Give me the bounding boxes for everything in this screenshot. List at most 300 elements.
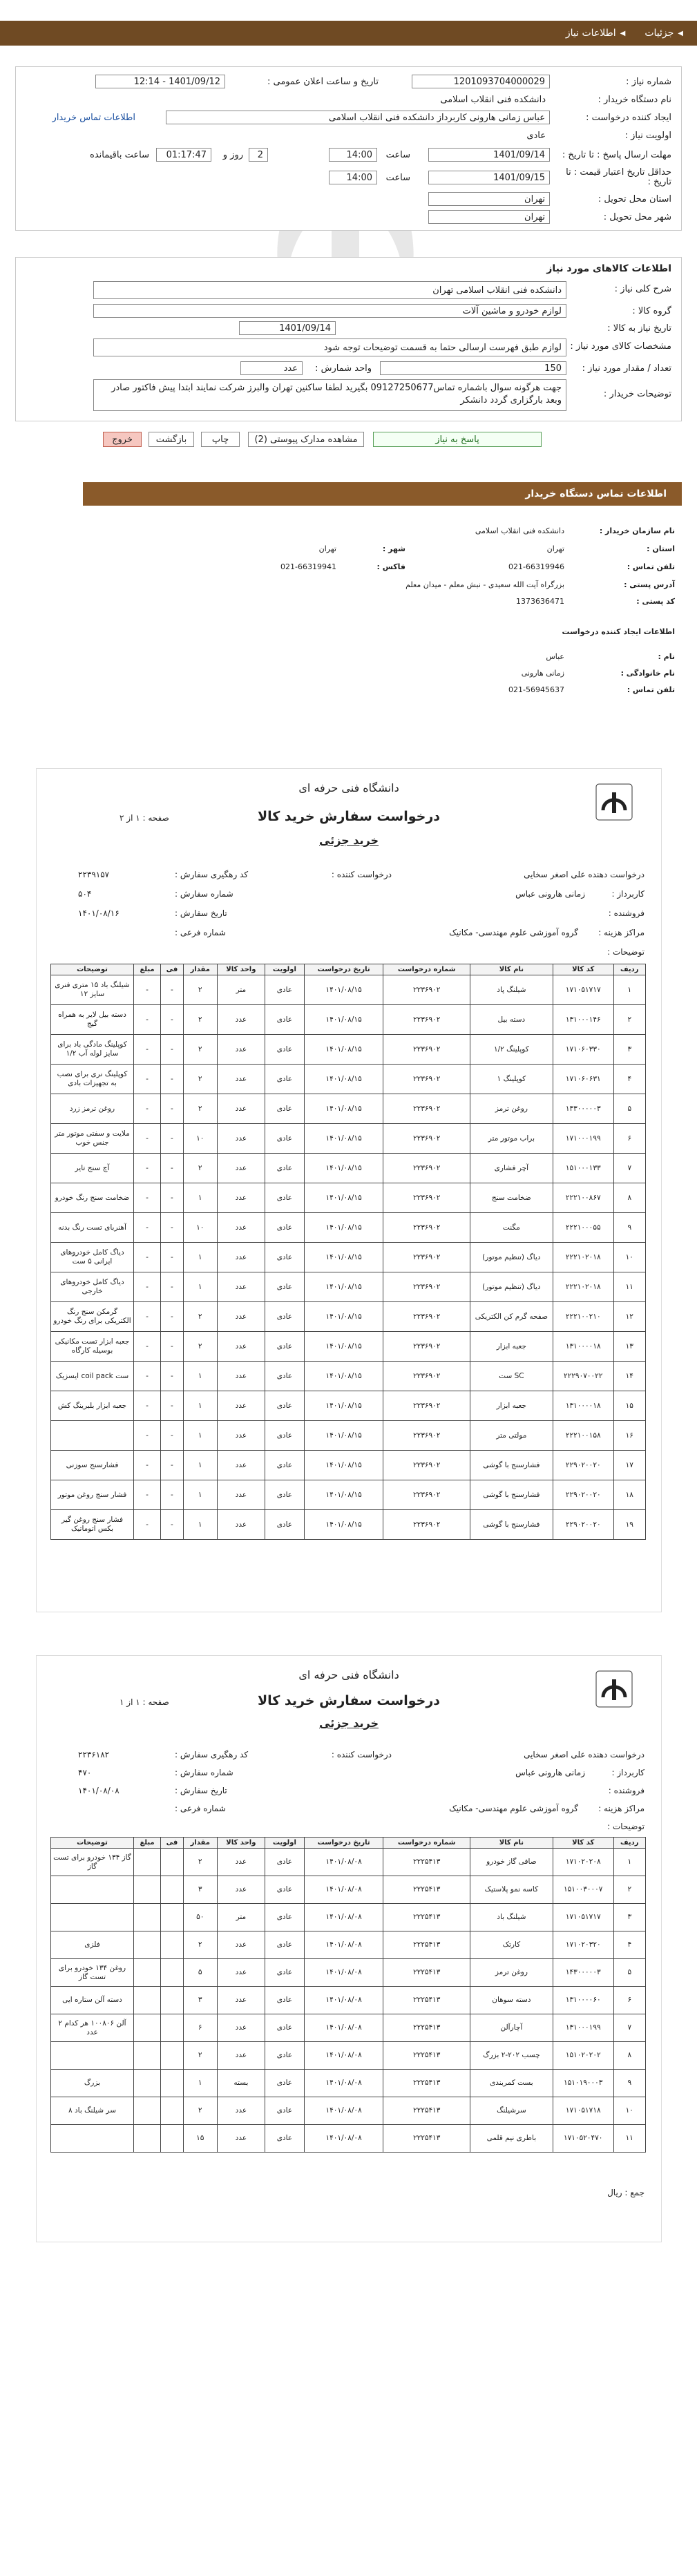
table-cell: ۲۲۳۶۹۰۲ — [383, 1005, 470, 1035]
table-row — [51, 1959, 646, 1987]
doc1-agent: زمانی هارونی عباس — [515, 889, 585, 899]
table-cell: عدد — [217, 2125, 265, 2153]
table-cell: ۲۲۹۰۲۰۰۲۰ — [553, 1480, 613, 1510]
table-cell: ۱ — [183, 2070, 217, 2097]
table-cell: ۲۲۲۱۰۰۰۵۵ — [553, 1213, 613, 1243]
creator-field: عباس زمانی هارونی کاربرداز دانشکده فنی انقلاب اسلامی — [166, 111, 550, 124]
table-cell: ۱۰ — [613, 1243, 645, 1272]
table-cell: عادی — [265, 1510, 305, 1540]
table-cell: ۲۲۲۵۴۱۳ — [383, 2042, 470, 2070]
table-cell: فشارسنج سوزنی — [51, 1451, 134, 1480]
table-cell: ۱۸ — [613, 1480, 645, 1510]
table-cell: ۱۴۰۱/۰۸/۱۵ — [304, 1272, 383, 1302]
table-cell: عادی — [265, 1213, 305, 1243]
table-row — [51, 2070, 646, 2097]
table-cell: عدد — [217, 2042, 265, 2070]
table-cell: - — [134, 1362, 161, 1391]
table-row — [51, 1124, 646, 1154]
contact-phone-label: تلفن تماس : — [627, 562, 675, 571]
table-cell: روغن ۱۳۴ خودرو برای تست گاز — [51, 1959, 134, 1987]
table-cell — [161, 2042, 184, 2070]
table-cell: ۲۲۳۶۹۰۲ — [383, 1510, 470, 1540]
table-cell: ۱۴۰۱/۰۸/۱۵ — [304, 1302, 383, 1332]
table-cell: ۲۲۳۶۹۰۲ — [383, 1065, 470, 1094]
table-cell: آچ سنج تایر — [51, 1154, 134, 1183]
table-cell — [134, 1931, 161, 1959]
table-cell: عادی — [265, 1243, 305, 1272]
table-cell: عادی — [265, 1849, 305, 1876]
doc2-uni: دانشگاه فنی حرفه ای — [298, 1668, 399, 1681]
doc1-order-date: ۱۴۰۱/۰۸/۱۶ — [78, 908, 120, 918]
table-cell: بست کمربندی — [470, 2070, 553, 2097]
contact-address: بزرگراه آیت الله سعیدی - نبش معلم - میدان معلم — [405, 580, 564, 589]
table-cell: - — [161, 1451, 184, 1480]
contact-org: دانشکده فنی انقلاب اسلامی — [475, 526, 564, 535]
price-time-field: 14:00 — [329, 171, 377, 184]
table-cell — [51, 1876, 134, 1904]
city-label: شهر محل تحویل : — [603, 212, 671, 222]
doc2-order-no: ۴۷۰ — [78, 1768, 92, 1777]
table-cell: ۲۲۹۰۲۰۰۲۰ — [553, 1510, 613, 1540]
table-cell: ۲۲۲۱۰۲۰۱۸ — [553, 1243, 613, 1272]
table-cell: عادی — [265, 2070, 305, 2097]
table-cell: جعبه ابزار تست مکانیکی بوسیله کارگاه — [51, 1332, 134, 1362]
table-cell: گاز ۱۳۴ خودرو برای تست گاز — [51, 1849, 134, 1876]
table-cell — [161, 1931, 184, 1959]
remaining-label: ساعت باقیمانده — [90, 150, 149, 160]
table-cell: ۱ — [183, 1272, 217, 1302]
table-cell — [134, 2097, 161, 2125]
table-cell: شیلنگ باد ۱۵ متری فنری سایز ۱۲ — [51, 975, 134, 1005]
table-cell: روغن ترمز — [470, 1094, 553, 1124]
table-cell: - — [134, 1213, 161, 1243]
table-cell: آچر فشاری — [470, 1154, 553, 1183]
table-cell: ۱۵۱۰۰۰۱۳۳ — [553, 1154, 613, 1183]
table-cell: ۹ — [613, 1213, 645, 1243]
table-cell — [161, 1904, 184, 1931]
tab-info[interactable]: ◀ اطلاعات نیاز — [565, 28, 626, 39]
table-cell: ۲ — [183, 2097, 217, 2125]
table-cell: روغن ترمز زرد — [51, 1094, 134, 1124]
table-cell: ۲۲۲۵۴۱۳ — [383, 1904, 470, 1931]
table-cell: ۲ — [183, 1931, 217, 1959]
top-area — [0, 0, 697, 58]
doc2-tracking-label: کد رهگیری سفارش : — [175, 1750, 249, 1759]
table-cell: عادی — [265, 1362, 305, 1391]
need-number-field: 1201093704000029 — [412, 75, 550, 88]
table-row — [51, 1302, 646, 1332]
table-cell: ۳ — [613, 1904, 645, 1931]
table-header-cell: کد کالا — [553, 1838, 613, 1849]
table-cell: ۲۲۳۶۹۰۲ — [383, 1362, 470, 1391]
table-cell: ۱ — [183, 1183, 217, 1213]
table-cell: فلزی — [51, 1931, 134, 1959]
table-cell: دسته بیل لایر به همراه گیج — [51, 1005, 134, 1035]
table-cell: کوپلینگ ۱/۲ — [470, 1035, 553, 1065]
table-cell: عدد — [217, 1183, 265, 1213]
doc1-notes-label: توضیحات : — [607, 947, 645, 957]
table-cell: شیلنگ باد — [470, 1904, 553, 1931]
table-cell: عدد — [217, 1272, 265, 1302]
spec-field: لوازم طبق فهرست ارسالی حتما به قسمت توضیحات توجه شود — [93, 338, 566, 356]
table-cell: عدد — [217, 1213, 265, 1243]
contact-city-label: شهر : — [382, 544, 405, 553]
table-row — [51, 2125, 646, 2153]
table-cell: عادی — [265, 1421, 305, 1451]
table-cell: ۹ — [613, 2070, 645, 2097]
table-cell: ۱۵۱۰۱۹۰۰۰۳ — [553, 2070, 613, 2097]
doc1-order-no: ۵۰۴ — [78, 889, 92, 899]
table-cell: دیاگ (تنظیم موتور) — [470, 1272, 553, 1302]
doc2-order-date: ۱۴۰۱/۰۸/۰۸ — [78, 1786, 120, 1795]
table-cell: ۲۲۲۵۴۱۳ — [383, 2070, 470, 2097]
table-cell — [134, 1959, 161, 1987]
table-cell: - — [134, 1094, 161, 1124]
goods-title: اطلاعات کالاهای مورد نیاز — [546, 263, 671, 274]
table-cell: - — [161, 1035, 184, 1065]
table-row — [51, 1849, 646, 1876]
table-cell: ۲۲۳۶۹۰۲ — [383, 1272, 470, 1302]
order-document-1 — [36, 768, 662, 1612]
table-cell: ۲ — [183, 1005, 217, 1035]
table-cell: ۲۲۳۶۹۰۲ — [383, 1213, 470, 1243]
table-row — [51, 1904, 646, 1931]
table-cell — [134, 1876, 161, 1904]
table-cell: ۱۴۰۱/۰۸/۱۵ — [304, 1421, 383, 1451]
table-cell: - — [161, 1065, 184, 1094]
table-cell: عدد — [217, 1987, 265, 2014]
table-cell: عادی — [265, 1302, 305, 1332]
doc2-order-date-label: تاریخ سفارش : — [175, 1786, 227, 1795]
table-cell: - — [134, 1391, 161, 1421]
table-cell: ۱۴۰۱/۰۸/۱۵ — [304, 1094, 383, 1124]
table-cell: ۱۵ — [183, 2125, 217, 2153]
doc1-subtitle: خرید جزئی — [319, 834, 379, 847]
table-cell — [51, 2125, 134, 2153]
table-row — [51, 1876, 646, 1904]
doc2-sub-no-label: شماره فرعی : — [175, 1804, 226, 1813]
creator-name-label: نام : — [658, 652, 675, 661]
exit-button[interactable]: خروج — [103, 432, 142, 447]
table-row — [51, 1332, 646, 1362]
table-cell: عدد — [217, 1451, 265, 1480]
table-row — [51, 1391, 646, 1421]
table-header-cell: ردیف — [613, 964, 645, 975]
table-cell: ۲۲۳۶۹۰۲ — [383, 975, 470, 1005]
table-cell: ۱ — [613, 975, 645, 1005]
table-cell: ۲۲۳۶۹۰۲ — [383, 1302, 470, 1332]
contact-city: تهران — [318, 544, 336, 553]
table-header-cell: فی — [161, 1838, 184, 1849]
desc-label: توضیحات خریدار : — [603, 389, 671, 399]
table-header-cell: فی — [161, 964, 184, 975]
table-cell: - — [134, 1272, 161, 1302]
back-button[interactable]: بازگشت — [149, 432, 194, 447]
table-cell: ۲۲۲۵۴۱۳ — [383, 1987, 470, 2014]
order-document-2 — [36, 1655, 662, 2242]
table-row — [51, 1213, 646, 1243]
table-cell: ۱۴۰۱/۰۸/۰۸ — [304, 1931, 383, 1959]
table-cell: ۱۴۰۱/۰۸/۰۸ — [304, 1849, 383, 1876]
contact-postal: 1373636471 — [516, 597, 564, 606]
table-cell: کارتک — [470, 1931, 553, 1959]
table-cell: ۱۷۱۰۲۰۲۰۸ — [553, 1849, 613, 1876]
table-cell: ضخامت سنج — [470, 1183, 553, 1213]
doc2-cost: گروه آموزشی علوم مهندسی- مکانیک — [449, 1804, 578, 1813]
table-cell — [161, 2070, 184, 2097]
contact-bar: اطلاعات تماس دستگاه خریدار — [83, 482, 682, 506]
table-cell: عدد — [217, 1362, 265, 1391]
table-cell: عادی — [265, 1451, 305, 1480]
table-cell: ۱ — [183, 1480, 217, 1510]
table-cell: ۲ — [183, 2042, 217, 2070]
table-cell: عدد — [217, 1510, 265, 1540]
table-cell: روغن ترمز — [470, 1959, 553, 1987]
table-cell — [51, 1904, 134, 1931]
contact-phone: 021-66319946 — [508, 562, 564, 571]
table-header-cell: اولویت — [265, 1838, 305, 1849]
table-cell: ۱۴۰۱/۰۸/۰۸ — [304, 2097, 383, 2125]
table-cell — [161, 1959, 184, 1987]
price-validity-label: حداقل تاریخ اعتبار قیمت : تا تاریخ : — [566, 167, 671, 187]
table-cell: عدد — [217, 1480, 265, 1510]
table-cell: صفحه گرم کن الکتریکی — [470, 1302, 553, 1332]
table-cell: ۱۳۱۰۰۰۰۱۸ — [553, 1391, 613, 1421]
table-cell: ۱۷۱۰۵۱۷۱۷ — [553, 1904, 613, 1931]
table-cell: - — [161, 975, 184, 1005]
table-cell: ۱۴۰۱/۰۸/۰۸ — [304, 1876, 383, 1904]
table-cell: - — [134, 1183, 161, 1213]
creator-name: عباس — [546, 652, 564, 661]
table-cell: ۲۲۲۱۰۰۱۵۸ — [553, 1421, 613, 1451]
table-row — [51, 1183, 646, 1213]
table-cell: جعبه ابزار بلبرینگ کش — [51, 1391, 134, 1421]
table-cell: ۱۴۰۱/۰۸/۱۵ — [304, 1154, 383, 1183]
reply-date-field: 1401/09/14 — [428, 148, 550, 162]
table-cell: عدد — [217, 1391, 265, 1421]
contact-fax: 021-66319941 — [280, 562, 336, 571]
table-cell: - — [134, 1035, 161, 1065]
table-cell: عادی — [265, 1904, 305, 1931]
days-label: روز و — [222, 150, 243, 160]
qty-field: 150 — [380, 361, 566, 375]
table-cell: ۱۵۱۰۰۳۰۰۰۷ — [553, 1876, 613, 1904]
table-cell: ۲۲۳۶۹۰۲ — [383, 1451, 470, 1480]
table-cell: - — [134, 1510, 161, 1540]
doc1-order-date-label: تاریخ سفارش : — [175, 908, 227, 918]
table-cell: براب موتور متر — [470, 1124, 553, 1154]
table-cell: - — [161, 1480, 184, 1510]
table-cell: عدد — [217, 1005, 265, 1035]
table-cell: - — [161, 1154, 184, 1183]
doc2-requester: درخواست دهنده علی اصغر سخایی — [524, 1750, 645, 1759]
table-cell: - — [161, 1302, 184, 1332]
table-cell: عادی — [265, 2125, 305, 2153]
tab-details[interactable]: ◀ جزئیات — [645, 28, 683, 39]
table-cell: - — [161, 1124, 184, 1154]
table-cell: - — [134, 1451, 161, 1480]
table-cell: عدد — [217, 1332, 265, 1362]
table-cell: ۱۷۱۰۶۰۶۳۱ — [553, 1065, 613, 1094]
table-cell: ۲ — [613, 1876, 645, 1904]
table-cell — [134, 2014, 161, 2042]
table-cell: عادی — [265, 1332, 305, 1362]
table-row — [51, 1451, 646, 1480]
table-cell: عادی — [265, 1094, 305, 1124]
need-date-label: تاریخ نیاز به کالا : — [607, 323, 671, 334]
table-cell: جعبه ابزار — [470, 1391, 553, 1421]
table-cell: - — [134, 975, 161, 1005]
table-cell: عدد — [217, 1124, 265, 1154]
print-button[interactable]: چاپ — [201, 432, 240, 447]
table-cell: ۱ — [183, 1451, 217, 1480]
table-cell: ست coil pack ایسزیک — [51, 1362, 134, 1391]
table-cell: ۱ — [183, 1243, 217, 1272]
table-cell: ۱۷ — [613, 1451, 645, 1480]
reply-time-label: ساعت — [385, 150, 410, 160]
table-cell: - — [134, 1124, 161, 1154]
creator-family: زمانی هارونی — [521, 669, 564, 678]
table-header-cell: تاریخ درخواست — [304, 1838, 383, 1849]
table-cell: ۱۷۱۰۵۱۷۱۷ — [553, 975, 613, 1005]
table-row — [51, 1362, 646, 1391]
table-cell — [134, 2070, 161, 2097]
doc1-requester-label: درخواست کننده : — [331, 870, 392, 879]
doc1-tracking-label: کد رهگیری سفارش : — [175, 870, 249, 879]
table-cell — [51, 1421, 134, 1451]
table-cell: ۱۴۰۱/۰۸/۱۵ — [304, 1362, 383, 1391]
table-cell: - — [134, 1005, 161, 1035]
table-row — [51, 2042, 646, 2070]
table-cell: ۱۶ — [613, 1421, 645, 1451]
reply-button[interactable]: پاسخ به نیاز — [373, 432, 542, 447]
table-cell: ۱۴۰۱/۰۸/۱۵ — [304, 1391, 383, 1421]
table-cell: ۲۲۲۵۴۱۳ — [383, 1959, 470, 1987]
doc1-sub-no-label: شماره فرعی : — [175, 928, 226, 937]
buyer-org-label: نام دستگاه خریدار : — [598, 95, 671, 105]
table-cell: - — [161, 1183, 184, 1213]
table-cell: سر شیلنگ باد ۸ — [51, 2097, 134, 2125]
doc1-order-no-label: شماره سفارش : — [175, 889, 233, 899]
doc1-page: صفحه : ۱ از ۲ — [120, 813, 169, 823]
reply-deadline-label: مهلت ارسال پاسخ : تا تاریخ : — [562, 150, 671, 160]
table-cell: عادی — [265, 1154, 305, 1183]
table-cell: ۲۲۳۶۹۰۲ — [383, 1243, 470, 1272]
doc2-tracking: ۲۲۳۶۱۸۲ — [78, 1750, 110, 1759]
table-cell: عادی — [265, 1480, 305, 1510]
table-cell: ۴ — [613, 1065, 645, 1094]
table-cell: ۲ — [183, 1849, 217, 1876]
table-cell: ۲ — [183, 1332, 217, 1362]
attachments-button[interactable]: مشاهده مدارک پیوستی (2) — [248, 432, 364, 447]
table-cell: ملایت و سفتی موتور متر جنس خوب — [51, 1124, 134, 1154]
table-cell: بسته — [217, 2070, 265, 2097]
table-cell: - — [161, 1272, 184, 1302]
table-cell: عدد — [217, 1421, 265, 1451]
table-cell: کوپلینگ ۱ — [470, 1065, 553, 1094]
table-cell: ۱۷۱۰۰۰۱۹۹ — [553, 1124, 613, 1154]
table-cell: صافی گاز خودرو — [470, 1849, 553, 1876]
doc2-items-table — [50, 1837, 646, 2153]
contact-org-label: نام سازمان خریدار : — [599, 526, 675, 535]
contact-address-label: آدرس پستی : — [624, 580, 675, 589]
table-cell: ۱۳۱۰۰۰۱۴۶ — [553, 1005, 613, 1035]
table-header-cell: واحد کالا — [217, 1838, 265, 1849]
creator-phone: 021-56945637 — [508, 685, 564, 694]
contact-postal-label: کد پستی : — [636, 597, 675, 606]
table-row — [51, 1154, 646, 1183]
price-time-label: ساعت — [385, 173, 410, 183]
doc1-tracking: ۲۲۳۹۱۵۷ — [78, 870, 110, 879]
table-cell: ۱۴۰۱/۰۸/۰۸ — [304, 2125, 383, 2153]
table-cell: باطری نیم قلمی — [470, 2125, 553, 2153]
table-cell: - — [134, 1065, 161, 1094]
table-cell: - — [134, 1302, 161, 1332]
table-cell: ۲۲۳۶۹۰۲ — [383, 1124, 470, 1154]
table-header-cell: تاریخ درخواست — [304, 964, 383, 975]
remaining-field: 01:17:47 — [156, 148, 211, 162]
table-cell: ۱۵۱۰۲۰۲۰۲ — [553, 2042, 613, 2070]
table-cell: عدد — [217, 1094, 265, 1124]
table-cell: - — [161, 1362, 184, 1391]
table-cell: ۲۲۲۵۴۱۳ — [383, 1876, 470, 1904]
table-cell: آهنربای تست رنگ بدنه — [51, 1213, 134, 1243]
price-date-field: 1401/09/15 — [428, 171, 550, 184]
doc1-agent-label: کاربرداز : — [611, 889, 645, 899]
table-row — [51, 1243, 646, 1272]
table-cell: عادی — [265, 1065, 305, 1094]
table-header-cell: واحد کالا — [217, 964, 265, 975]
table-cell: عدد — [217, 1931, 265, 1959]
table-cell: ۵۰ — [183, 1904, 217, 1931]
table-cell: ۱۴۰۱/۰۸/۱۵ — [304, 1183, 383, 1213]
table-cell: دسته آلن ستاره ایی — [51, 1987, 134, 2014]
table-cell: ضخامت سنج رنگ خودرو — [51, 1183, 134, 1213]
doc2-subtitle: خرید جزئی — [319, 1717, 379, 1730]
table-cell — [134, 2125, 161, 2153]
table-cell: شیلنگ پاد — [470, 975, 553, 1005]
group-field: لوازم خودرو و ماشین آلات — [93, 304, 566, 318]
table-cell: ۱۴۰۱/۰۸/۰۸ — [304, 2014, 383, 2042]
table-header-cell: کد کالا — [553, 964, 613, 975]
table-cell: ۱۰ — [183, 1124, 217, 1154]
contact-fax-label: فاکس : — [376, 562, 405, 571]
table-cell: ۱۴۰۱/۰۸/۱۵ — [304, 1213, 383, 1243]
doc2-title: درخواست سفارش خرید کالا — [257, 1693, 441, 1708]
table-cell: دیاگ کامل خودروهای خارجی — [51, 1272, 134, 1302]
table-cell: ۱۴۰۱/۰۸/۱۵ — [304, 1480, 383, 1510]
table-cell: جعبه ابزار — [470, 1332, 553, 1362]
table-cell: آلن ۱۰۰۸۰۶ هر کدام ۲ عدد — [51, 2014, 134, 2042]
table-row — [51, 1510, 646, 1540]
table-cell: عدد — [217, 1065, 265, 1094]
table-cell — [134, 1849, 161, 1876]
table-cell: ۱۰ — [183, 1213, 217, 1243]
table-cell: - — [161, 1213, 184, 1243]
table-cell: گرمکن سنج رنگ الکتریکی برای رنگ خودرو — [51, 1302, 134, 1332]
goods-panel — [15, 257, 682, 421]
table-cell — [134, 1987, 161, 2014]
table-row — [51, 1035, 646, 1065]
table-cell: ۱۴۰۱/۰۸/۱۵ — [304, 1035, 383, 1065]
buyer-org-field: دانشکده فنی انقلاب اسلامی — [18, 93, 550, 106]
priority-label: اولویت نیاز : — [624, 131, 671, 141]
table-cell: عادی — [265, 1035, 305, 1065]
buyer-contact-link[interactable]: اطلاعات تماس خریدار — [52, 113, 135, 123]
table-cell: ۱۳ — [613, 1332, 645, 1362]
need-date-field: 1401/09/14 — [239, 321, 336, 335]
table-cell: ۱۷۱۰۵۲۰۴۷۰ — [553, 2125, 613, 2153]
